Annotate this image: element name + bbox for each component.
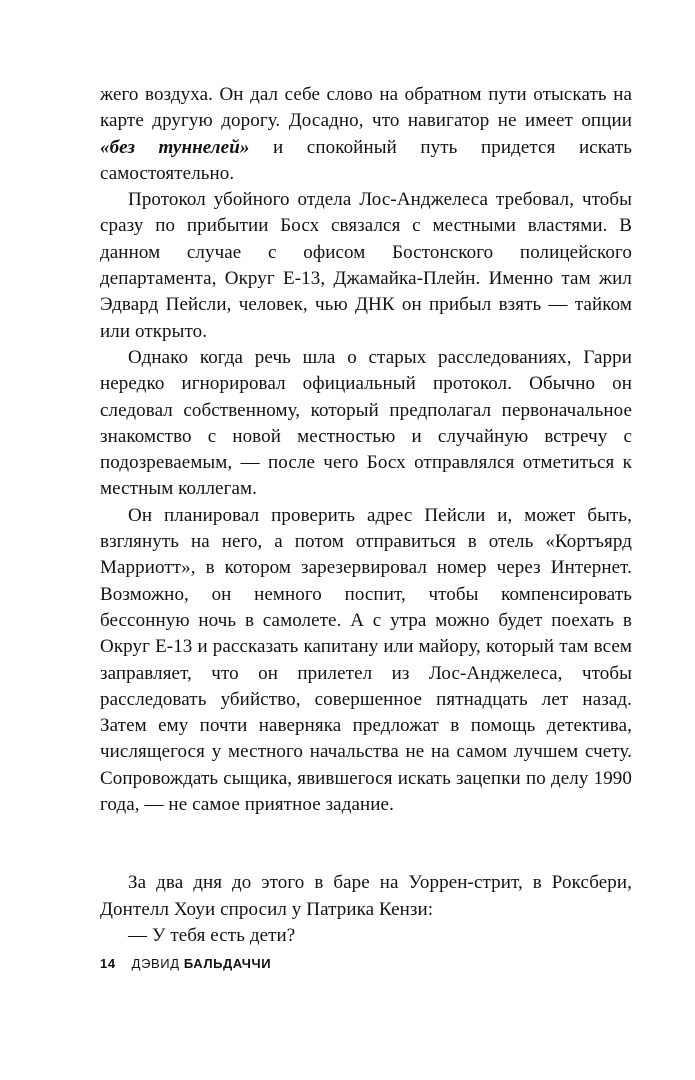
- paragraph-5: За два дня до этого в баре на Уоррен-стрит, в Роксбери, Донтелл Хоуи спросил у Патрика Кензи:: [100, 872, 632, 920]
- paragraph-1-text-before: жего воздуха. Он дал себе слово на обратном пути отыскать на карте другую дорогу. Досадно, что навигатор не имеет опции: [100, 84, 632, 132]
- paragraph-6-dialogue: — У тебя есть дети?: [128, 924, 296, 946]
- author-last-name: БАЛЬДАЧЧИ: [183, 956, 272, 971]
- page-footer: [100, 956, 271, 971]
- page-number: 14: [100, 956, 116, 971]
- paragraph-1: [100, 82, 632, 187]
- running-head-author: [132, 956, 272, 971]
- section-break: [100, 818, 632, 870]
- paragraph-3: Однако когда речь шла о старых расследованиях, Гарри нередко игнорировал официальный протокол. Обычно он следовал собственному, который предполагал первоначальное знакомство с новой местностью и случайную встречу с подозреваемым, — после чего Босх отправлялся отметиться к местным коллегам.: [100, 346, 632, 500]
- paragraph-2: Протокол убойного отдела Лос-Анджелеса требовал, чтобы сразу по прибытии Босх связался с местными властями. В данном случае с офисом Бостонского полицейского департамента, Округ Е-13, Джамайка-Плейн. Именно там жил Эдвард Пейсли, человек, чью ДНК он прибыл взять — тайком или открыто.: [100, 189, 632, 342]
- paragraph-1-text-after: и спокойный путь придется искать самостоятельно.: [100, 136, 632, 184]
- paragraph-1-emphasis: «без туннелей»: [100, 136, 250, 158]
- author-first-name: ДЭВИД: [131, 956, 180, 971]
- page-text: [100, 82, 632, 949]
- paragraph-4: Он планировал проверить адрес Пейсли и, может быть, взглянуть на него, а потом отправиться в отель «Кортъярд Марриотт», в котором зарезервировал номер через Интернет. Возможно, он немного поспит, чтобы компенсировать бессонную ночь в самолете. А с утра можно будет поехать в Округ Е-13 и рассказать капитану или майору, который там всем заправляет, что он прилетел из Лос-Анджелеса, чтобы расследовать убийство, совершенное пятнадцать лет назад. Затем ему почти наверняка предложат в помощь детектива, числящегося у местного начальства не на самом лучшем счету. Сопровождать сыщика, явившегося искать зацепки по делу 1990 года, — не самое приятное задание.: [100, 504, 632, 816]
